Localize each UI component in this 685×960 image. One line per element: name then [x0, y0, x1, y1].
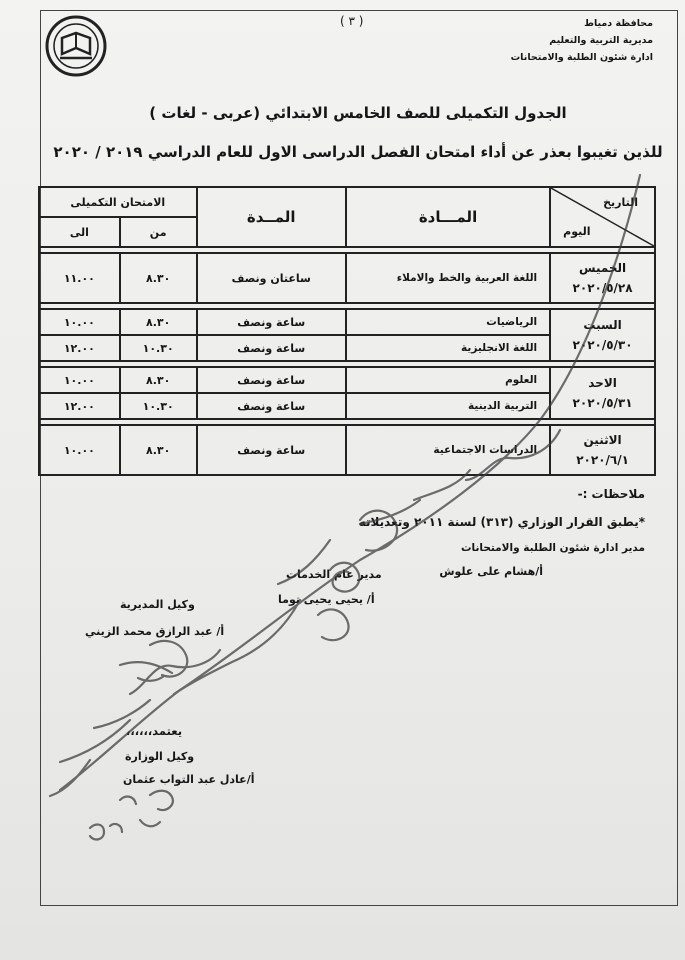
day-name: السبت: [583, 318, 622, 332]
director-name: أ/هشام على علوش: [439, 565, 543, 578]
table-row: [39, 367, 655, 393]
from-time-cell: ٨.٣٠: [120, 367, 197, 393]
duration-cell: ساعة ونصف: [197, 309, 346, 335]
ministry-deputy-title: وكيل الوزارة: [125, 750, 195, 763]
subject-header: المـــادة: [346, 187, 550, 247]
exam-date: ٢٠٢٠/٥/٢٨: [572, 281, 633, 295]
date-header-label: التاريخ: [603, 196, 638, 209]
subject-cell: الرياضيات: [346, 309, 550, 335]
duration-header: المــدة: [197, 187, 346, 247]
from-time-cell: ١٠.٣٠: [120, 335, 197, 361]
day-date-cell: [550, 367, 655, 419]
document-header: [511, 15, 653, 66]
exam-schedule-table: [38, 186, 656, 476]
from-time-cell: ٨.٣٠: [120, 253, 197, 303]
duration-cell: ساعة ونصف: [197, 367, 346, 393]
to-time-cell: ١٢.٠٠: [39, 393, 120, 419]
table-row: [39, 309, 655, 335]
ministry-deputy-name: أ/عادل عبد التواب عثمان: [123, 773, 255, 786]
date-day-header: [550, 187, 655, 247]
duration-cell: ساعتان ونصف: [197, 253, 346, 303]
document-title: الجدول التكميلى للصف الخامس الابتدائي (عربى - لغات ): [149, 104, 567, 122]
duration-cell: ساعة ونصف: [197, 335, 346, 361]
to-time-cell: ١٠.٠٠: [39, 309, 120, 335]
subject-cell: التربية الدينية: [346, 393, 550, 419]
ministerial-decree-note: *يطبق القرار الوزاري (٣١٣) لسنة ٢٠١١ وتعديلاته: [358, 515, 645, 529]
director-title: مدير ادارة شئون الطلبة والامتحانات: [460, 542, 645, 554]
table-header-row: [39, 187, 655, 217]
table-row: [39, 253, 655, 303]
duration-cell: ساعة ونصف: [197, 393, 346, 419]
day-name: الاثنين: [583, 433, 622, 447]
subject-cell: العلوم: [346, 367, 550, 393]
subject-cell: اللغة العربية والخط والاملاء: [346, 253, 550, 303]
exam-date: ٢٠٢٠/٥/٣١: [572, 396, 633, 410]
deputy-directorate-name: أ/ عبد الرازق محمد الزيني: [85, 625, 225, 638]
document-subtitle: للذين تغيبوا بعذر عن أداء امتحان الفصل الدراسى الاول للعام الدراسي ٢٠١٩ / ٢٠٢٠: [53, 143, 663, 161]
ministry-logo: [44, 14, 108, 78]
header-department: ادارة شئون الطلبة والامتحانات: [510, 52, 653, 63]
deputy-directorate-title: وكيل المديرية: [120, 598, 195, 611]
subject-cell: اللغة الانجليزية: [346, 335, 550, 361]
exam-date: ٢٠٢٠/٦/١: [576, 453, 629, 467]
from-header: من: [120, 217, 197, 247]
day-date-cell: [550, 253, 655, 303]
to-time-cell: ١١.٠٠: [39, 253, 120, 303]
from-time-cell: ٨.٣٠: [120, 309, 197, 335]
to-header: الى: [39, 217, 120, 247]
day-header-label: اليوم: [563, 225, 591, 238]
header-directorate: مديرية التربية والتعليم: [549, 35, 653, 46]
subject-cell: الدراسات الاجتماعية: [346, 425, 550, 475]
day-date-cell: [550, 309, 655, 361]
notes-label: ملاحظات :-: [577, 487, 645, 501]
day-date-cell: [550, 425, 655, 475]
page-number: ( ٣ ): [340, 14, 364, 28]
services-director-title: مدير عام الخدمات: [286, 568, 382, 581]
from-time-cell: ٨.٣٠: [120, 425, 197, 475]
approval-label: يعتمد،،،،،،: [126, 724, 183, 738]
services-director-name: أ/ يحيى يحيى توما: [278, 593, 375, 606]
day-name: الخميس: [578, 261, 627, 275]
supplementary-exam-header: الامتحان التكميلى: [39, 187, 197, 217]
from-time-cell: ١٠.٣٠: [120, 393, 197, 419]
header-governorate: محافظة دمياط: [584, 18, 653, 29]
to-time-cell: ١٠.٠٠: [39, 367, 120, 393]
to-time-cell: ١٢.٠٠: [39, 335, 120, 361]
to-time-cell: ١٠.٠٠: [39, 425, 120, 475]
table-row: [39, 425, 655, 475]
duration-cell: ساعة ونصف: [197, 425, 346, 475]
exam-date: ٢٠٢٠/٥/٣٠: [572, 338, 633, 352]
day-name: الاحد: [588, 376, 617, 390]
